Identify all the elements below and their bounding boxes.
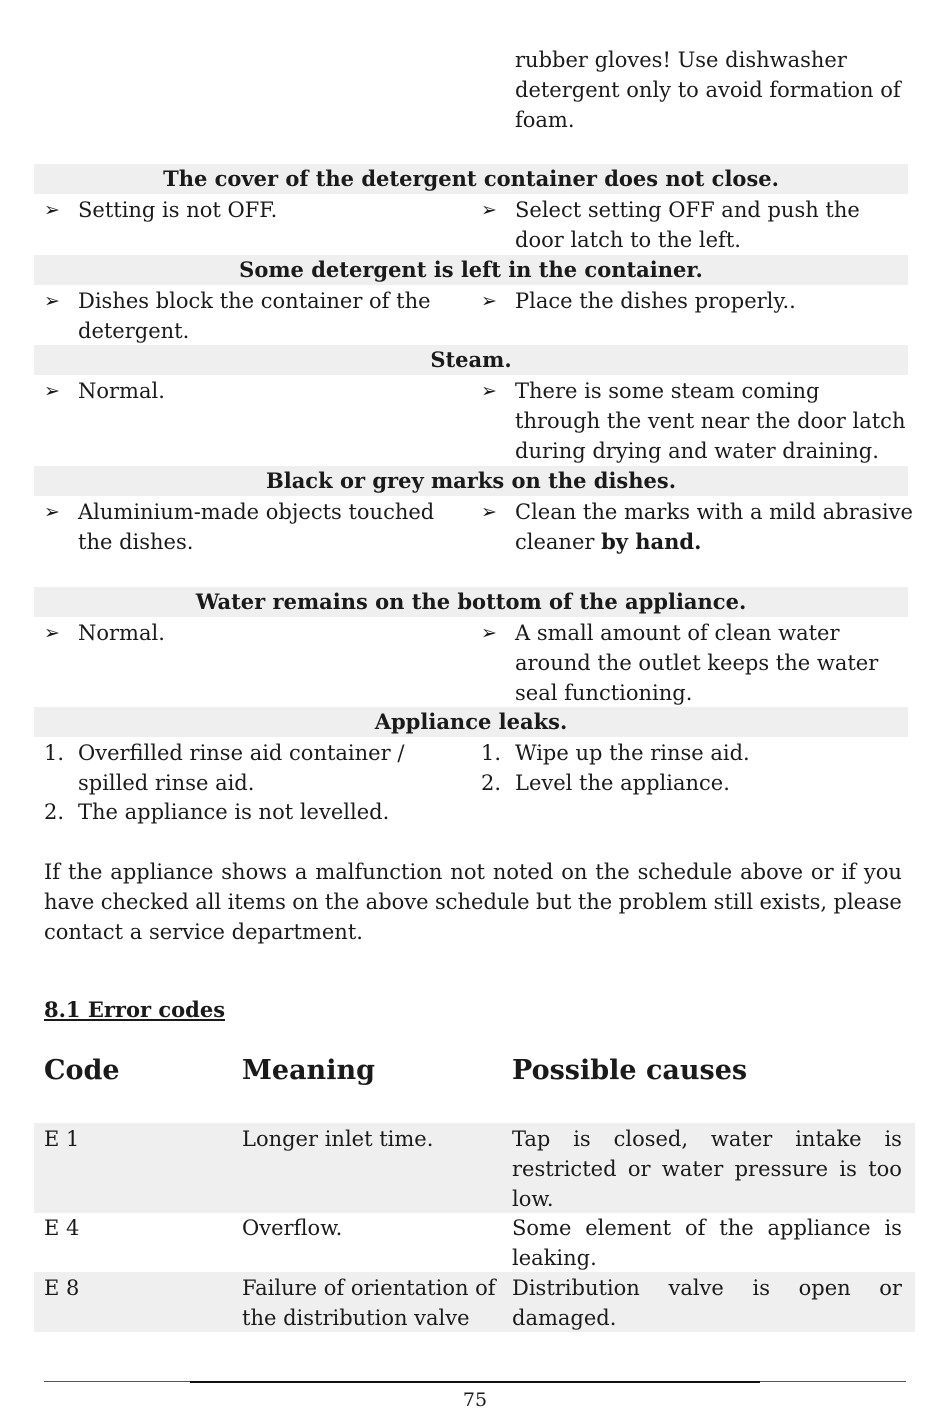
word: shows <box>221 860 287 884</box>
remedy-text: There is some steam coming <box>515 379 820 403</box>
word: items <box>227 890 286 914</box>
word: is <box>884 1216 902 1240</box>
footer-rule-accent <box>190 1381 760 1383</box>
word: problem <box>618 890 708 914</box>
error-codes-heading: 8.1 Error codes <box>44 997 226 1022</box>
word: still <box>713 890 754 914</box>
note-line: contact a service department. <box>44 920 363 944</box>
error-cause-line <box>512 1124 902 1154</box>
word: or <box>627 1157 651 1181</box>
word: is <box>839 1157 857 1181</box>
list-number: 1. <box>44 741 65 765</box>
error-code: E 4 <box>44 1216 80 1240</box>
word: Tap <box>512 1127 551 1151</box>
word: the <box>577 890 613 914</box>
column-header-causes: Possible causes <box>512 1055 748 1086</box>
word: if <box>841 860 857 884</box>
section-title: Steam. <box>430 347 512 372</box>
arrowhead-bullet-icon: ➢ <box>44 199 60 221</box>
word: is <box>752 1276 770 1300</box>
word: on <box>561 860 588 884</box>
remedy-text: through the vent near the door latch <box>515 409 906 433</box>
word: have <box>44 890 95 914</box>
word: restricted <box>512 1157 617 1181</box>
section-title: Black or grey marks on the dishes. <box>265 468 677 493</box>
section-title: Some detergent is left in the container. <box>239 257 703 282</box>
word: but <box>536 890 572 914</box>
word: of <box>684 1216 706 1240</box>
intro-line: foam. <box>515 108 575 132</box>
remedy-text: around the outlet keeps the water <box>515 651 879 675</box>
error-code: E 8 <box>44 1276 80 1300</box>
word: water <box>661 1157 724 1181</box>
word: a <box>294 860 308 884</box>
arrowhead-bullet-icon: ➢ <box>44 290 60 312</box>
error-cause-line: damaged. <box>512 1306 617 1330</box>
word: valve <box>668 1276 724 1300</box>
word: on <box>292 890 319 914</box>
cause-text: The appliance is not levelled. <box>78 800 390 824</box>
section-title: Appliance leaks. <box>374 709 568 734</box>
word: or <box>879 1276 902 1300</box>
word: Some <box>512 1216 572 1240</box>
cause-text: Normal. <box>78 379 165 403</box>
word: please <box>833 890 902 914</box>
word: is <box>884 1127 902 1151</box>
arrowhead-bullet-icon: ➢ <box>481 622 497 644</box>
remedy-text: Clean the marks with a mild abrasive <box>515 500 913 524</box>
remedy-text: during drying and water draining. <box>515 439 879 463</box>
word: schedule <box>434 890 530 914</box>
remedy-text: seal functioning. <box>515 681 693 705</box>
arrowhead-bullet-icon: ➢ <box>481 380 497 402</box>
column-header-meaning: Meaning <box>242 1055 375 1086</box>
arrowhead-bullet-icon: ➢ <box>481 290 497 312</box>
word: If <box>44 860 61 884</box>
remedy-text: Wipe up the rinse aid. <box>515 741 750 765</box>
error-cause-line: leaking. <box>512 1246 597 1270</box>
word: checked <box>100 890 189 914</box>
remedy-text: Level the appliance. <box>515 771 730 795</box>
word: open <box>798 1276 851 1300</box>
error-meaning: Failure of orientation of <box>242 1276 496 1300</box>
remedy-text-bold: by hand. <box>601 529 702 554</box>
intro-line: detergent only to avoid formation of <box>515 78 901 102</box>
arrowhead-bullet-icon: ➢ <box>44 622 60 644</box>
cause-text: Normal. <box>78 621 165 645</box>
note-line <box>44 857 902 887</box>
word: Distribution <box>512 1276 640 1300</box>
word: or <box>810 860 834 884</box>
word: intake <box>795 1127 862 1151</box>
column-header-code: Code <box>44 1055 120 1086</box>
word: the <box>719 1216 754 1240</box>
word: you <box>863 860 902 884</box>
cause-text: Overfilled rinse aid container / <box>78 741 405 765</box>
error-code: E 1 <box>44 1127 80 1151</box>
list-number: 2. <box>481 771 502 795</box>
remedy-text <box>515 527 701 557</box>
arrowhead-bullet-icon: ➢ <box>481 501 497 523</box>
word: too <box>868 1157 902 1181</box>
section-title: The cover of the detergent container does not close. <box>163 166 779 191</box>
error-cause-line: low. <box>512 1187 554 1211</box>
word: water <box>710 1127 773 1151</box>
word: the <box>324 890 360 914</box>
word: closed, <box>613 1127 689 1151</box>
arrowhead-bullet-icon: ➢ <box>44 501 60 523</box>
intro-line: rubber gloves! Use dishwasher <box>515 48 847 72</box>
word: the <box>595 860 630 884</box>
word: all <box>195 890 222 914</box>
list-number: 2. <box>44 800 65 824</box>
word: schedule <box>637 860 733 884</box>
error-meaning: Longer inlet time. <box>242 1127 434 1151</box>
cause-text: Setting is not OFF. <box>78 198 278 222</box>
remedy-text: Select setting OFF and push the <box>515 198 860 222</box>
error-meaning: the distribution valve <box>242 1306 470 1330</box>
word: is <box>573 1127 591 1151</box>
word: exists, <box>759 890 828 914</box>
list-number: 1. <box>481 741 502 765</box>
word: noted <box>492 860 554 884</box>
cause-text: Aluminium-made objects touched <box>78 500 435 524</box>
word: the <box>67 860 103 884</box>
section-title: Water remains on the bottom of the appliance. <box>195 589 747 614</box>
cause-text: spilled rinse aid. <box>78 771 255 795</box>
arrowhead-bullet-icon: ➢ <box>481 199 497 221</box>
word: malfunction <box>315 860 443 884</box>
page-number: 75 <box>462 1389 488 1411</box>
cause-text: Dishes block the container of the <box>78 289 431 313</box>
remedy-text: Place the dishes properly.. <box>515 289 796 313</box>
error-cause-line <box>512 1213 902 1243</box>
remedy-text-plain: cleaner <box>515 530 602 554</box>
error-meaning: Overflow. <box>242 1216 343 1240</box>
note-line <box>44 887 902 917</box>
arrowhead-bullet-icon: ➢ <box>44 380 60 402</box>
word: above <box>365 890 429 914</box>
word: element <box>585 1216 672 1240</box>
cause-text: the dishes. <box>78 530 194 554</box>
cause-text: detergent. <box>78 319 190 343</box>
word: not <box>450 860 485 884</box>
word: pressure <box>734 1157 829 1181</box>
remedy-text: door latch to the left. <box>515 228 741 252</box>
word: appliance <box>767 1216 871 1240</box>
remedy-text: A small amount of clean water <box>515 621 840 645</box>
error-cause-line <box>512 1154 902 1184</box>
error-cause-line <box>512 1273 902 1303</box>
word: above <box>740 860 804 884</box>
word: appliance <box>110 860 214 884</box>
